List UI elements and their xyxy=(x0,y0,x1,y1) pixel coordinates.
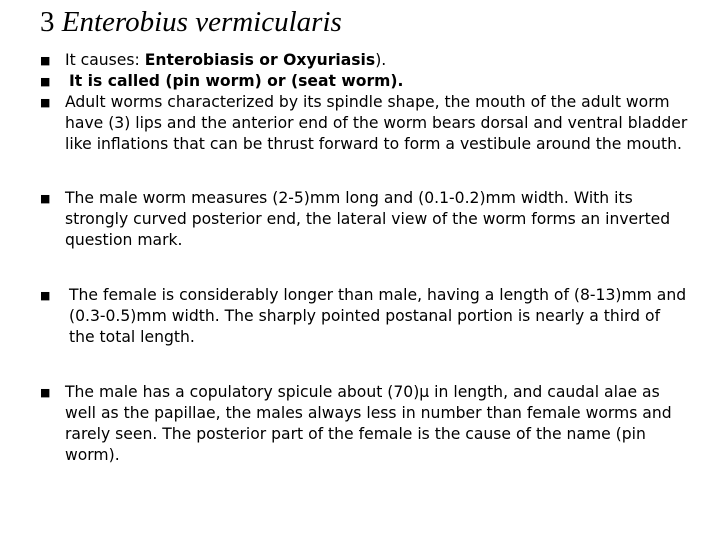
title-number: 3 xyxy=(40,6,55,38)
square-bullet-icon: ■ xyxy=(40,54,51,67)
bullet-prefix: It causes: xyxy=(65,51,145,69)
square-bullet-icon: ■ xyxy=(40,386,51,399)
list-item-text: Adult worms characterized by its spindle shape, the mouth of the adult worm have (3) lips and the anterior end of the worm bears dorsal and ventral bladder like inflations that can be thrust forward to form a vestibule around the mouth. xyxy=(65,93,688,153)
list-item-text xyxy=(65,50,690,71)
list-item-text: The male worm measures (2-5)mm long and (0.1-0.2)mm width. With its strongly curved posterior end, the lateral view of the worm forms an inverted question mark. xyxy=(65,189,671,249)
slide-title xyxy=(40,4,342,40)
bullet-bold-text: Enterobiasis or Oxyuriasis xyxy=(144,51,376,69)
list-item-text xyxy=(65,71,690,92)
list-item xyxy=(40,92,690,155)
square-bullet-icon: ■ xyxy=(40,192,51,205)
list-item xyxy=(40,285,690,348)
list-item xyxy=(40,382,690,466)
square-bullet-icon: ■ xyxy=(40,75,51,88)
list-item-text: The female is considerably longer than male, having a length of (8-13)mm and (0.3-0.5)mm width. The sharply pointed postanal portion is nearly a third of the total length. xyxy=(69,286,687,346)
square-bullet-icon: ■ xyxy=(40,289,51,302)
list-item xyxy=(40,188,690,251)
list-item-text: The male has a copulatory spicule about (70)µ in length, and caudal alae as well as the papillae, the males always less in number than female worms and rarely seen. The posterior part of the female is the cause of the name (pin worm). xyxy=(65,383,672,464)
square-bullet-icon: ■ xyxy=(40,96,51,109)
title-species-name: Enterobius vermicularis xyxy=(61,6,342,38)
bullet-bold-text: It is called (pin worm) or (seat worm). xyxy=(69,72,404,90)
list-item xyxy=(40,50,690,71)
bullet-list xyxy=(40,50,690,466)
bullet-suffix: ). xyxy=(375,51,387,69)
list-item xyxy=(40,71,690,92)
